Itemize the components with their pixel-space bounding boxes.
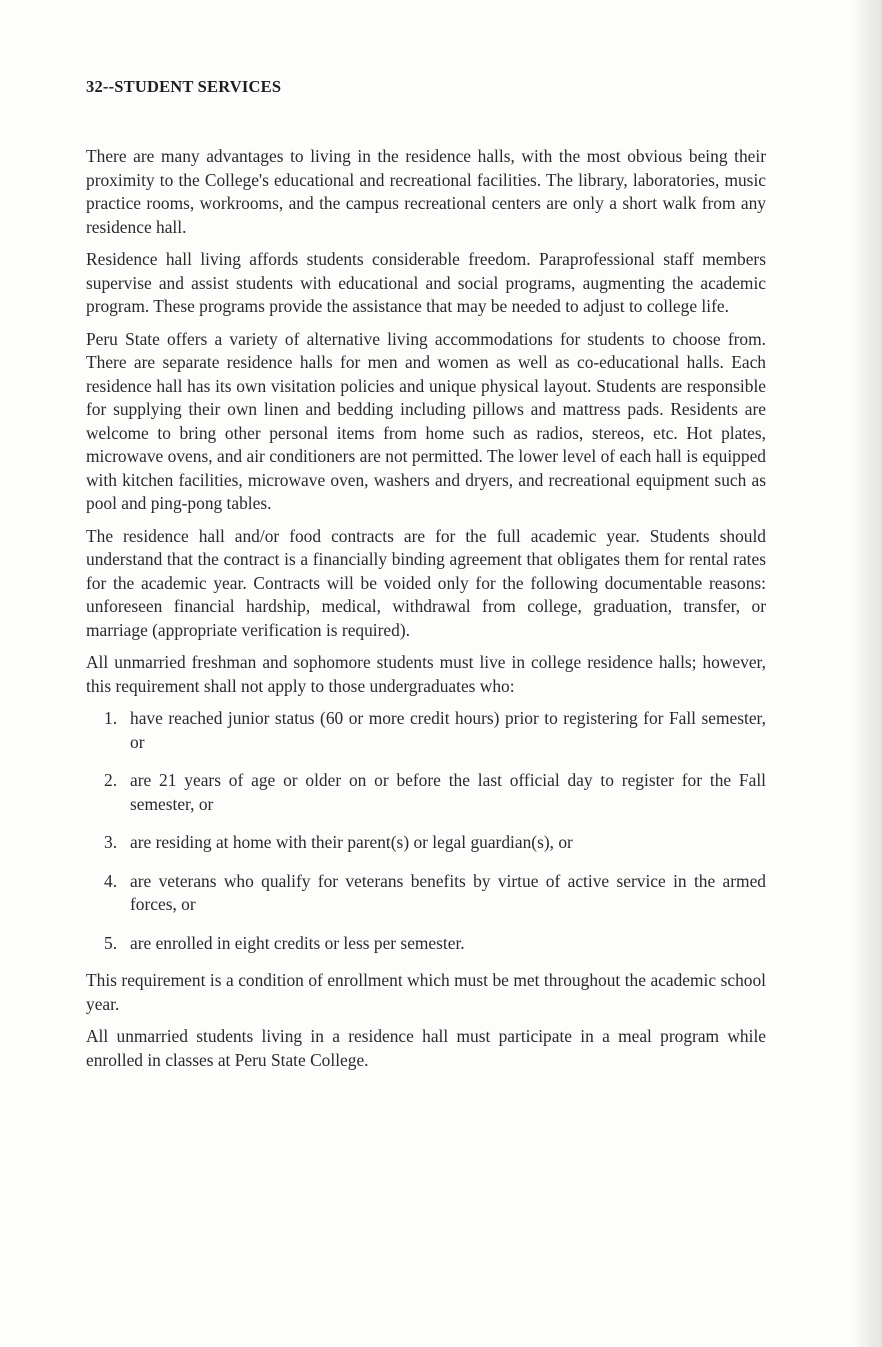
- list-number: 1.: [104, 708, 118, 728]
- list-item: [86, 932, 766, 956]
- list-item-text: are enrolled in eight credits or less per semester.: [130, 932, 465, 953]
- list-item-text: are 21 years of age or older on or before the last official day to register for the Fall semester, or: [130, 770, 766, 814]
- list-item: [86, 707, 766, 754]
- list-item: [86, 769, 766, 816]
- page-edge-shadow: [852, 0, 882, 1347]
- list-item: [86, 831, 766, 855]
- paragraph-enrollment-condition: This requirement is a condition of enrollment which must be met throughout the academic school year.: [86, 970, 766, 1014]
- paragraph-advantages: There are many advantages to living in the residence halls, with the most obvious being their proximity to the College's educational and recreational facilities. The library, laboratories, music practice rooms, workrooms, and the campus recreational centers are only a short walk from any residence hall.: [86, 146, 766, 237]
- paragraph-contracts: The residence hall and/or food contracts are for the full academic year. Students should understand that the contract is a financially binding agreement that obligates them for rental rates for the academic year. Contracts will be voided only for the following documentable reasons: unforeseen financial hardship, medical, withdrawal from college, graduation, transfer, or marriage (appropriate verification is required).: [86, 525, 766, 640]
- list-number: 4.: [104, 870, 118, 891]
- paragraph-freedom: Residence hall living affords students considerable freedom. Paraprofessional staff members supervise and assist students with educational and social programs, augmenting the academic program. These programs provide the assistance that may be needed to adjust to college life.: [86, 249, 766, 316]
- paragraph-accommodations: Peru State offers a variety of alternative living accommodations for students to choose from. There are separate residence halls for men and women as well as co-educational halls. Each residence hall has its own visitation policies and unique physical layout. Students are responsible for supplying their own linen and bedding including pillows and mattress pads. Residents are welcome to bring other personal items from home such as radios, stereos, etc. Hot plates, microwave ovens, and air conditioners are not permitted. The lower level of each hall is equipped with kitchen facilities, microwave oven, washers and dryers, and recreational equipment such as pool and ping-pong tables.: [86, 328, 766, 513]
- list-number: 5.: [104, 932, 118, 953]
- exemption-list: [86, 707, 766, 955]
- running-head: 32--STUDENT SERVICES: [86, 77, 282, 96]
- list-item-text: have reached junior status (60 or more credit hours) prior to registering for Fall semester, or: [130, 708, 766, 752]
- body-text: [86, 145, 766, 1081]
- list-number: 2.: [104, 770, 118, 790]
- list-item-text: are residing at home with their parent(s) or legal guardian(s), or: [130, 832, 573, 852]
- paragraph-residency-requirement: All unmarried freshman and sophomore students must live in college residence halls; however, this requirement shall not apply to those undergraduates who:: [86, 652, 766, 696]
- list-item-text: are veterans who qualify for veterans benefits by virtue of active service in the armed forces, or: [130, 870, 766, 914]
- paragraph-meal-program: All unmarried students living in a residence hall must participate in a meal program while enrolled in classes at Peru State College.: [86, 1026, 766, 1070]
- list-number: 3.: [104, 832, 118, 852]
- list-item: [86, 870, 766, 917]
